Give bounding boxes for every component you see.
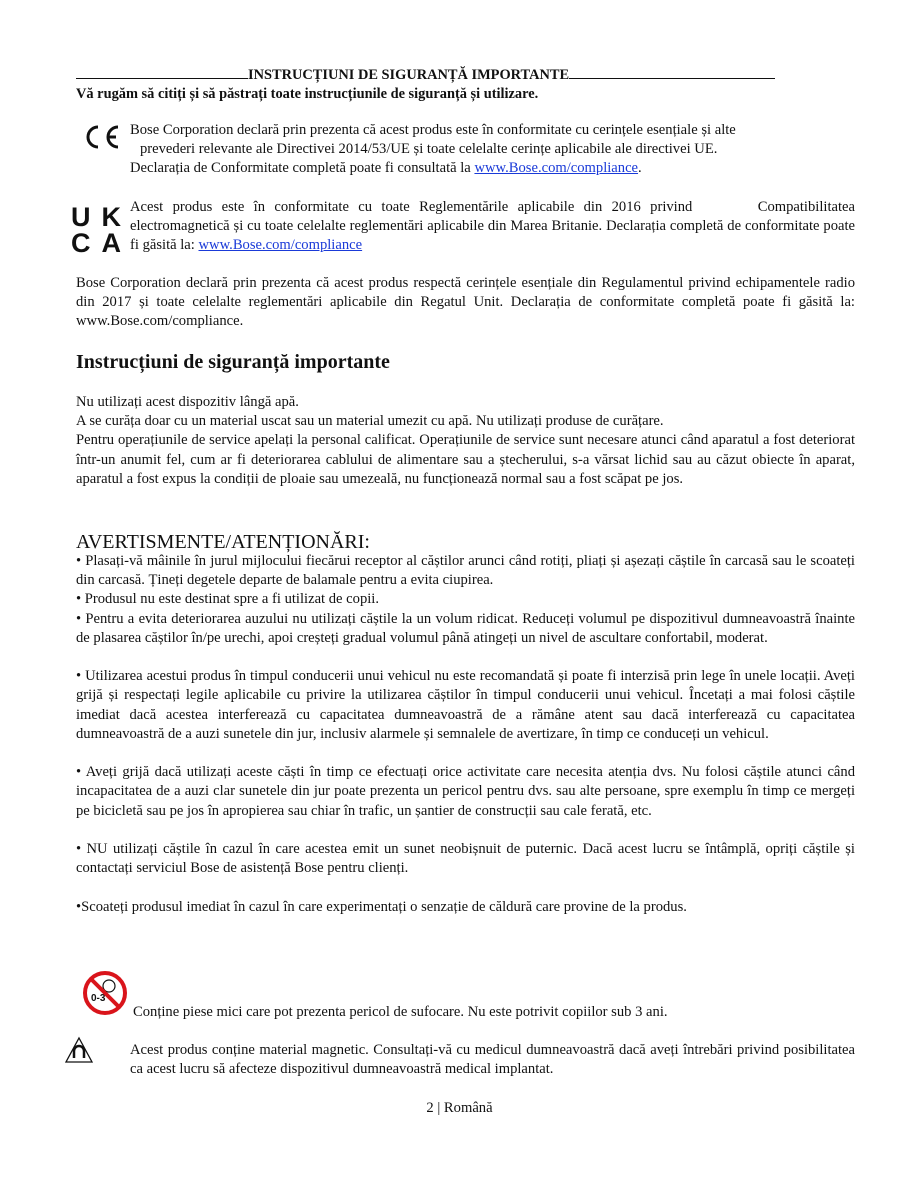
ukca-mark-icon (71, 203, 123, 258)
safety-item: Nu utilizați acest dispozitiv lângă apă. (76, 394, 299, 410)
ce-line-3: Declarația de Conformitate completă poate fi consultată la (130, 160, 475, 177)
icon-age-label: 0-3 (91, 993, 106, 1004)
compliance-link[interactable]: www.Bose.com/compliance (474, 160, 639, 177)
no-children-0-3-icon (82, 970, 128, 1021)
safety-item: A se curăța doar cu un material uscat sau un material umezit cu apă. Nu utilizați produse de curățare. (76, 413, 664, 430)
ce-line-1: Bose Corporation declară prin prezenta că acest produs este în conformitate cu cerințele esențiale și alte (130, 122, 736, 138)
ukca-text: Acest produs este în conformitate cu toate Reglementările aplicabile din 2016 privind Compatibilitatea electromagnetică și cu toate celelalte reglementări aplicabile din Marea Britanie. Declarația completă de conformitate poate fi găsită la: (130, 199, 859, 254)
warning-item: •Scoateți produsul imediat în cazul în care experimentați o senzație de căldură care provine de la produs. (76, 898, 687, 915)
ce-line-2: prevederi relevante ale Directivei 2014/53/UE și toate celelalte cerințe aplicabile ale directivei UE. (140, 141, 718, 158)
warning-item: • Produsul nu este destinat spre a fi utilizat de copii. (76, 591, 379, 608)
magnet-warning: Acest produs conține material magnetic. Consultați-vă cu medicul dumneavoastră dacă aveți întrebări privind posibilitatea ca acest lucru să afecteze dispozitivul dumneavoastră medical implantat. (130, 1042, 855, 1078)
warning-item: • Plasați-vă mâinile în jurul mijlocului fiecărui receptor al căștilor arunci când rotiți, pliați și așezați căștile în carcasă sau le scoateți din carcasă. Țineți degetele departe de balamale pentru a evita ciupirea. (76, 553, 855, 589)
safety-item: Pentru operațiunile de service apelați la personal calificat. Operațiunile de service sunt necesare atunci când aparatul a fost deteriorat într-un anumit fel, cum ar fi deteriorarea cablului de alimentare sau a ștecherului, s-a vărsat lichid sau au căzut obiecte în aparat, aparatul a fost expus la condiții de ploaie sau umezeală, nu funcționează normal sau a fost scăpat pe jos. (76, 432, 855, 487)
ukca-compliance-link[interactable]: www.Bose.com/compliance (198, 237, 363, 254)
page-number: 2 | Română (426, 1100, 493, 1116)
warning-item: • Utilizarea acestui produs în timpul conducerii unui vehicul nu este recomandată și poate fi interzisă prin lege în unele locații. Aveți grijă și respectați legile aplicabile cu privire la utilizarea căștilor în timpul conducerii unui vehicul. Încetați a mai folosi căștile imediat dacă acestea interferează cu capacitatea dumneavoastră de a rămâne atent sau dacă interferează cu capacitatea dumneavoastră de a auzi sunetele din jur, inclusiv alarmele și semnalele de avertizare, în timp ce conduceți un vehicul. (76, 668, 855, 742)
ukca-declaration (130, 198, 859, 256)
safety-heading: Instrucțiuni de siguranță importante (76, 351, 390, 373)
safety-list (76, 393, 855, 489)
period: . (638, 160, 642, 177)
ce-declaration (130, 121, 860, 179)
header-title-line (76, 66, 855, 85)
svg-text:UK: UK (71, 203, 121, 232)
header (76, 66, 855, 104)
subtitle: Vă rugăm să citiți și să păstrați toate instrucțiunile de siguranță și utilizare. (76, 86, 539, 102)
warnings-list (76, 552, 855, 917)
warnings-heading: AVERTISMENTE/ATENȚIONĂRI: (76, 531, 370, 553)
magnet-warning-icon (64, 1036, 94, 1069)
svg-text:CA: CA (71, 228, 121, 253)
uk-radio-declaration: Bose Corporation declară prin prezenta că acest produs respectă cerințele esențiale din Regulamentul privind echipamentele radio din 2017 și toate celelalte reglementări aplicabile din Regatul Unit. Declarația de conformitate completă poate fi găsită la: www.Bose.com/compliance. (76, 275, 855, 330)
warning-item: • NU utilizați căștile în cazul în care acestea emit un sunet neobișnuit de puternic. Dacă acest lucru se întâmplă, opriți căștile și contactați serviciul Bose de asistență Bose pentru clienți. (76, 841, 855, 877)
warning-item: • Pentru a evita deteriorarea auzului nu utilizați căștile la un volum ridicat. Reduceți volumul pe dispozitivul dumneavoastră înainte de plasarea căștilor în/pe urechi, apoi creșteți gradual volumul până atingeți un nivel de ascultare confortabil, moderat. (76, 610, 855, 646)
ce-mark-icon (82, 124, 122, 155)
choking-warning: Conține piese mici care pot prezenta pericol de sufocare. Nu este potrivit copiilor sub 3 ani. (133, 1004, 668, 1020)
page-title: INSTRUCȚIUNI DE SIGURANȚĂ IMPORTANTE (248, 67, 570, 83)
warning-item: • Aveți grijă dacă utilizați aceste căști în timp ce efectuați orice activitate care necesita atenția dvs. Nu folosi căștile atunci când incapacitatea de a auzi clar sunetele din jur poate prezenta un pericol pentru dvs. sau alte persoane, spre exemplu în timp ce mergeți pe bicicletă sau pe jos în apropierea sau chiar în trafic, un șantier de construcții sau cale ferată, etc. (76, 764, 855, 819)
